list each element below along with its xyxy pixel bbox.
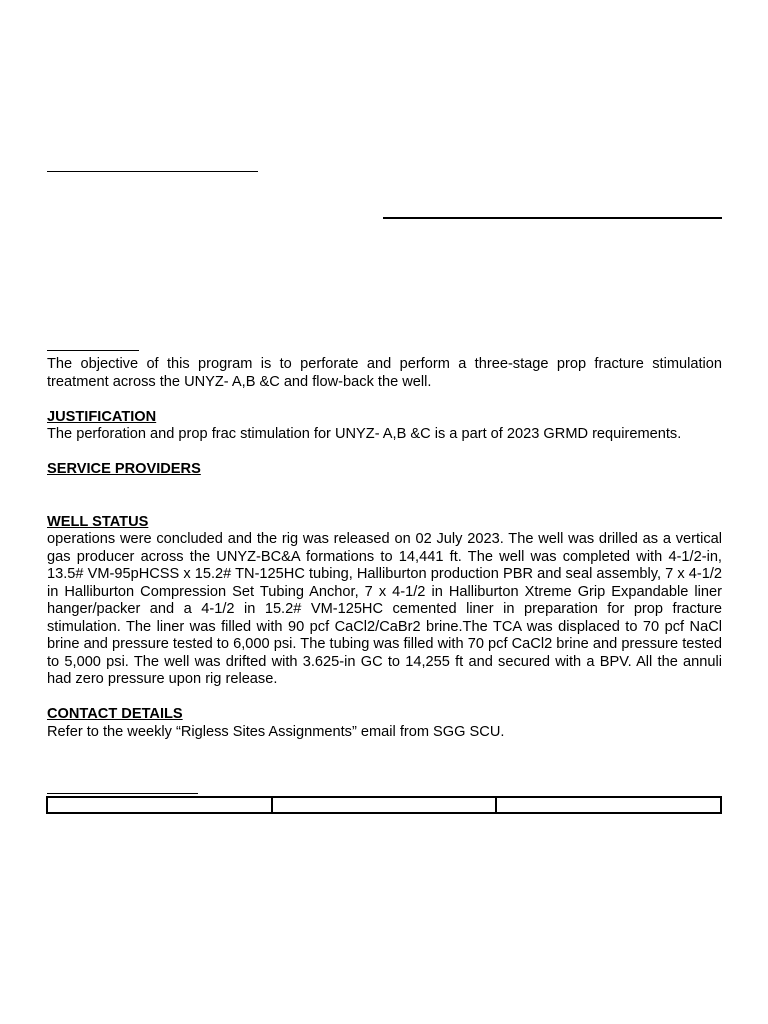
contact-details-heading: CONTACT DETAILS <box>47 706 183 722</box>
well-status-text: operations were concluded and the rig was released on 02 July 2023. The well was drilled as a vertical gas producer across the UNYZ-BC&A formations to 14,441 ft. The well was completed with 4-1/2-in, 13.5# VM-95pHCSS x 15.2# TN-125HC tubing, Halliburton production PBR and seal assembly, 7 x 4-1/2 in Halliburton Compression Set Tubing Anchor, 7 x 4-1/2 in Halliburton Xtreme Grip Expandable liner hanger/packer and a 4-1/2 in 15.2# VM-125HC cemented liner in preparation for prop fracture stimulation. The liner was filled with 90 pcf CaCl2/CaBr2 brine.The TCA was displaced to 70 pcf NaCl brine and pressure tested to 6,000 psi. The tubing was filled with 70 pcf CaCl2 brine and pressure tested to 5,000 psi. The well was drifted with 3.625-in GC to 14,255 ft and secured with a BPV. All the annuli had zero pressure upon rig release. <box>47 531 722 687</box>
table-cell <box>47 797 272 813</box>
objective-heading-rule <box>47 350 139 351</box>
well-status-heading: WELL STATUS <box>47 513 149 530</box>
contact-details-text: Refer to the weekly “Rigless Sites Assignments” email from SGG SCU. <box>47 723 505 740</box>
table-cell <box>496 797 721 813</box>
table-row <box>47 797 721 813</box>
service-providers-heading: SERVICE PROVIDERS <box>47 461 201 477</box>
justification-text: The perforation and prop frac stimulation for UNYZ- A,B &C is a part of 2023 GRMD requirements. <box>47 426 682 442</box>
table-heading-rule <box>47 793 198 794</box>
blank-table <box>46 796 722 814</box>
justification-heading: JUSTIFICATION <box>47 408 157 425</box>
objective-text: The objective of this program is to perforate and perform a three-stage prop fracture stimulation treatment across the UNYZ- A,B &C and flow-back the well. <box>47 356 722 390</box>
header-rule-right <box>383 217 722 219</box>
header-rule-left <box>47 171 258 172</box>
document-body <box>47 356 722 741</box>
table-cell <box>272 797 497 813</box>
